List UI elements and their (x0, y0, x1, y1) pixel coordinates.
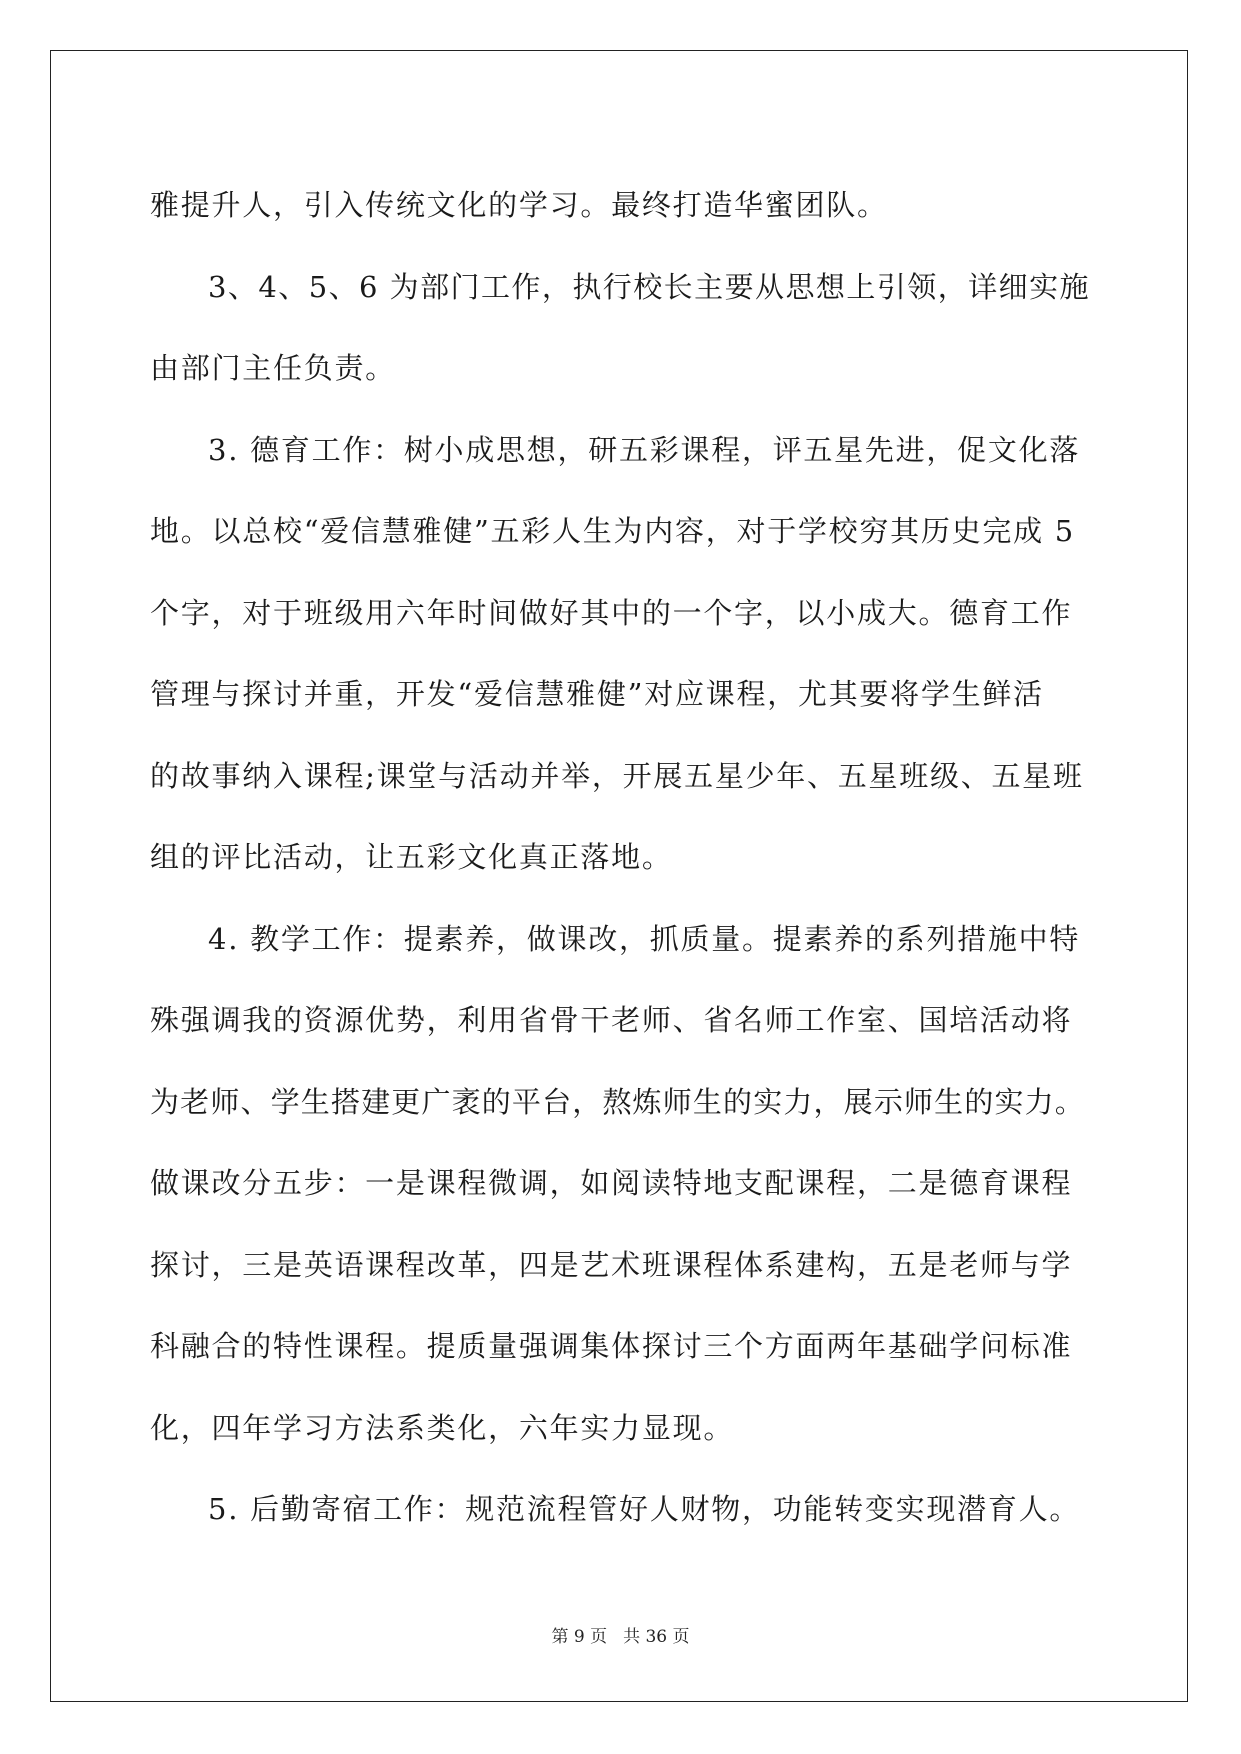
text-line: 地。以总校“爱信慧雅健”五彩人生为内容，对于学校穷其历史完成 5 (150, 514, 1076, 548)
text-line: 殊强调我的资源优势，利用省骨干老师、省名师工作室、国培活动将 (150, 1003, 1073, 1037)
page-number: 第 9 页 (551, 1627, 608, 1647)
text-line: 由部门主任负责。 (150, 351, 396, 385)
page-footer (0, 1622, 1241, 1647)
text-line: 管理与探讨并重，开发“爱信慧雅健”对应课程，尤其要将学生鲜活 (150, 677, 1044, 711)
text-line: 做课改分五步：一是课程微调，如阅读特地支配课程，二是德育课程 (150, 1166, 1073, 1200)
text-line: 化，四年学习方法系类化，六年实力显现。 (150, 1410, 735, 1445)
text-line: 3、4、5、6 为部门工作，执行校长主要从思想上引领，详细实施 (208, 269, 1090, 304)
page-total: 共 36 页 (623, 1627, 690, 1647)
text-line: 探讨，三是英语课程改革，四是艺术班课程体系建构，五是老师与学 (150, 1247, 1073, 1282)
text-line: 个字，对于班级用六年时间做好其中的一个字，以小成大。德育工作 (150, 595, 1073, 630)
text-line: 4. 教学工作：提素养，做课改，抓质量。提素养的系列措施中特 (208, 921, 1081, 956)
text-line: 科融合的特性课程。提质量强调集体探讨三个方面两年基础学问标准 (150, 1329, 1073, 1363)
text-line: 为老师、学生搭建更广袤的平台，熬炼师生的实力，展示师生的实力。 (150, 1084, 1085, 1119)
text-line: 5. 后勤寄宿工作：规范流程管好人财物，功能转变实现潜育人。 (208, 1492, 1081, 1526)
text-line: 组的评比活动，让五彩文化真正落地。 (150, 840, 673, 874)
text-line: 雅提升人，引入传统文化的学习。最终打造华蜜团队。 (150, 188, 888, 222)
document-body (150, 165, 1090, 1551)
text-line: 的故事纳入课程;课堂与活动并举，开展五星少年、五星班级、五星班 (150, 758, 1084, 793)
text-line: 3. 德育工作：树小成思想，研五彩课程，评五星先进，促文化落 (208, 432, 1081, 467)
